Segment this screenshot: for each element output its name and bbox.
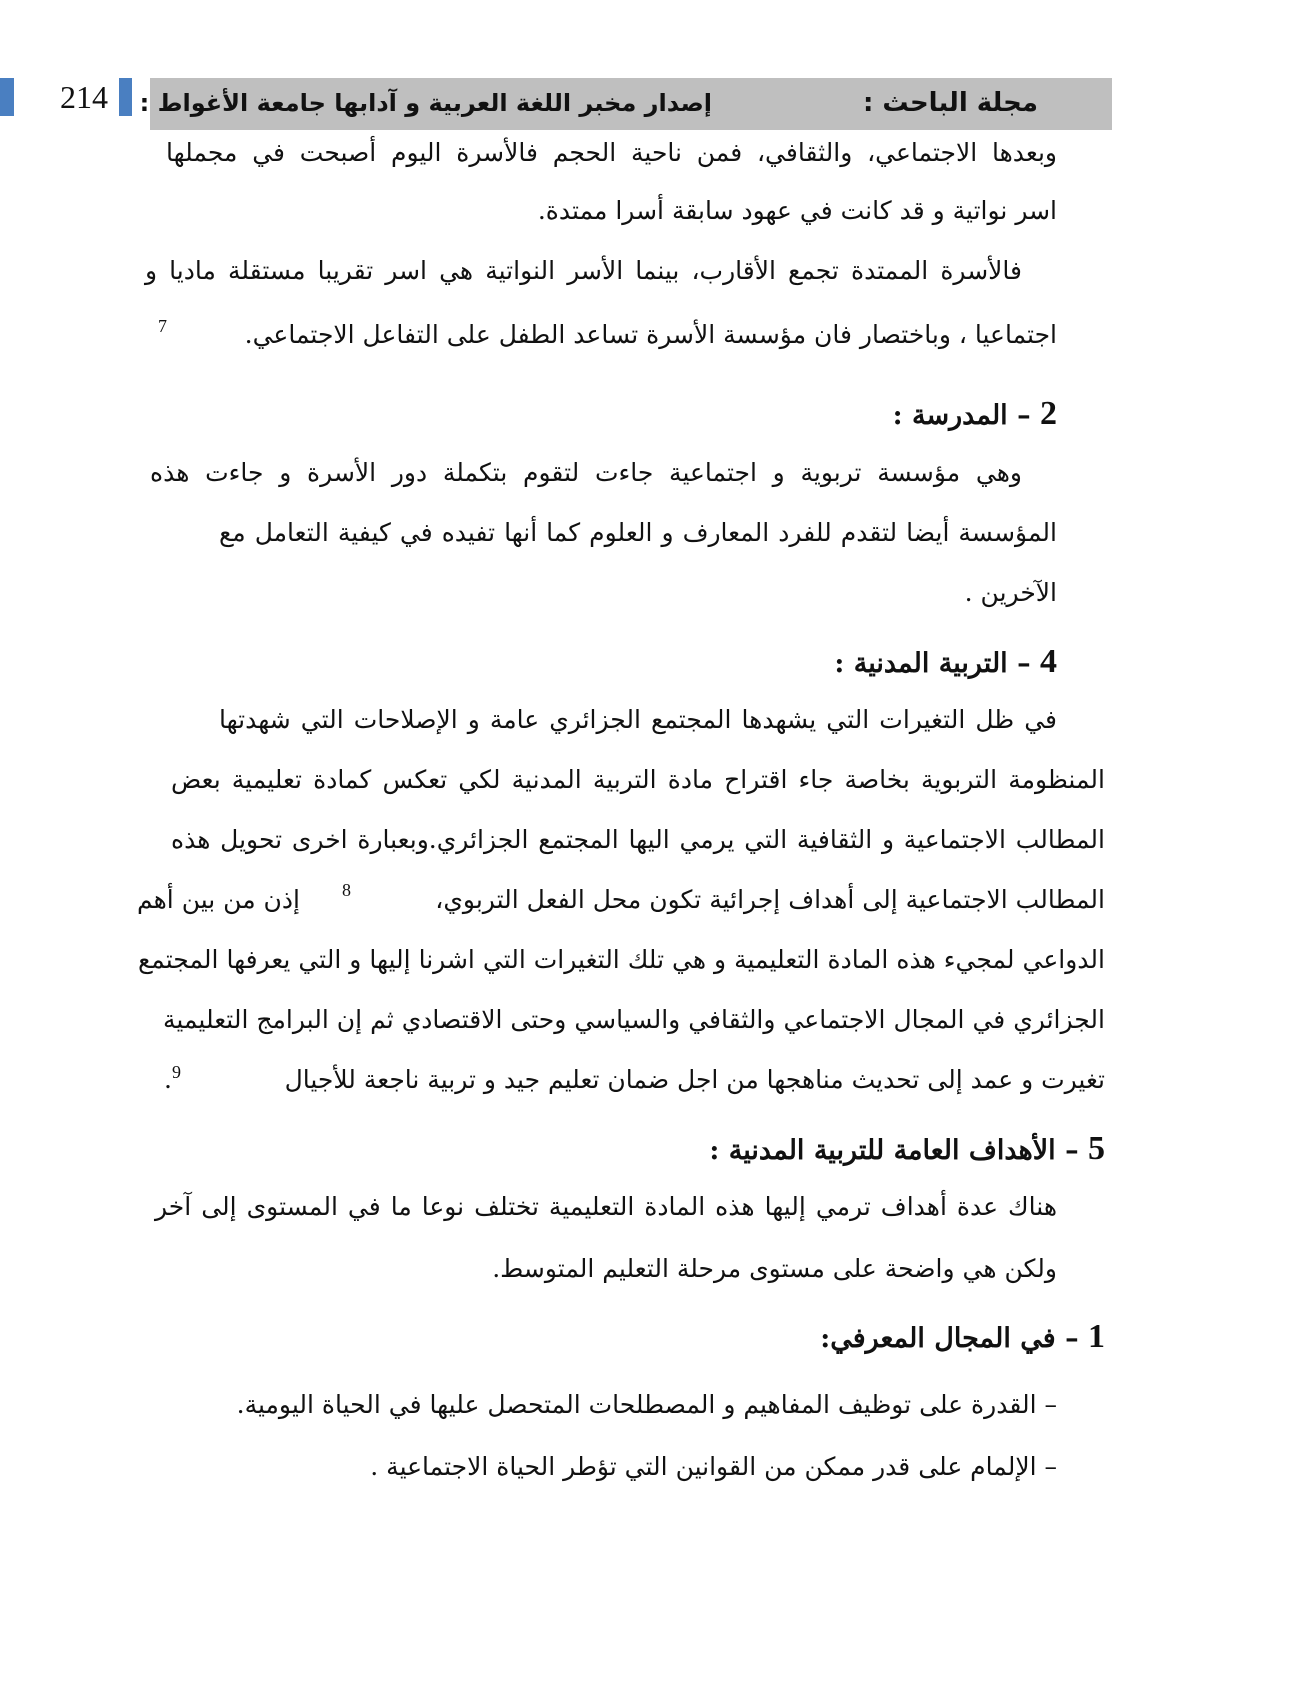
journal-title: مجلة الباحث : [862, 88, 1038, 118]
footnote-ref: 8 [342, 880, 351, 900]
footnote-ref: 9 [172, 1062, 181, 1082]
body-line: تغيرت و عمد إلى تحديث مناهجها من اجل ضمان تعليم جيد و تربية ناجعة للأجيال [284, 1065, 1105, 1094]
page-number-marker [119, 78, 132, 116]
section-heading-cognitive-domain [820, 1318, 1105, 1356]
body-line: . [164, 1065, 172, 1094]
page-number: 214 [60, 79, 108, 115]
body-line: في ظل التغيرات التي يشهدها المجتمع الجزائري عامة و الإصلاحات التي شهدتها [219, 705, 1057, 734]
heading-number: 4 [1040, 643, 1057, 680]
body-line: المؤسسة أيضا لتقدم للفرد المعارف و العلوم كما أنها تفيده في كيفية التعامل مع [219, 518, 1057, 547]
heading-number: 5 [1088, 1130, 1105, 1167]
heading-text: – الأهداف العامة للتربية المدنية : [709, 1135, 1079, 1166]
journal-subtitle: إصدار مخبر اللغة العربية و آدابها جامعة الأغواط : [139, 89, 712, 117]
body-line: فالأسرة الممتدة تجمع الأقارب، بينما الأسر النواتية هي اسر تقريبا مستقلة ماديا و [145, 256, 1022, 285]
body-line: وبعدها الاجتماعي، والثقافي، فمن ناحية الحجم فالأسرة اليوم أصبحت في مجملها [166, 138, 1057, 167]
heading-number: 2 [1040, 395, 1057, 432]
heading-text: – المدرسة : [892, 400, 1031, 431]
list-item: – الإلمام على قدر ممكن من القوانين التي تؤطر الحياة الاجتماعية . [370, 1452, 1057, 1481]
body-line: هناك عدة أهداف ترمي إليها هذه المادة التعليمية تختلف نوعا ما في المستوى إلى آخر [155, 1192, 1057, 1221]
running-header [139, 78, 1112, 130]
heading-text: – التربية المدنية : [834, 648, 1031, 679]
body-line: الجزائري في المجال الاجتماعي والثقافي والسياسي وحتى الاقتصادي ثم إن البرامج التعليمية [163, 1005, 1105, 1034]
body-line: إذن من بين أهم [136, 885, 300, 914]
footnote-ref: 7 [158, 316, 167, 336]
section-heading-general-goals [709, 1130, 1105, 1168]
section-heading-civic-education [834, 643, 1057, 681]
body-line: اجتماعيا ، وباختصار فان مؤسسة الأسرة تساعد الطفل على التفاعل الاجتماعي. [244, 320, 1057, 349]
body-line: ولكن هي واضحة على مستوى مرحلة التعليم المتوسط. [492, 1254, 1057, 1283]
list-item: – القدرة على توظيف المفاهيم و المصطلحات المتحصل عليها في الحياة اليومية. [236, 1390, 1057, 1419]
body-line: وهي مؤسسة تربوية و اجتماعية جاءت لتقوم بتكملة دور الأسرة و جاءت هذه [150, 458, 1022, 487]
body-line: المطالب الاجتماعية و الثقافية التي يرمي اليها المجتمع الجزائري.وبعبارة اخرى تحويل هذه [171, 825, 1105, 854]
heading-number: 1 [1088, 1318, 1105, 1355]
body-line: المنظومة التربوية بخاصة جاء اقتراح مادة التربية المدنية لكي تعكس كمادة تعليمية بعض [171, 765, 1105, 794]
section-heading-school [893, 395, 1057, 433]
heading-text: – في المجال المعرفي: [820, 1323, 1079, 1354]
page-edge-marker [0, 78, 14, 116]
body-line: المطالب الاجتماعية إلى أهداف إجرائية تكون محل الفعل التربوي، [435, 885, 1105, 914]
body-line: الآخرين . [964, 578, 1057, 607]
body-line: اسر نواتية و قد كانت في عهود سابقة أسرا ممتدة. [537, 196, 1057, 225]
body-line: الدواعي لمجيء هذه المادة التعليمية و هي تلك التغيرات التي اشرنا إليها و التي يعرفها المجتمع [138, 945, 1105, 974]
